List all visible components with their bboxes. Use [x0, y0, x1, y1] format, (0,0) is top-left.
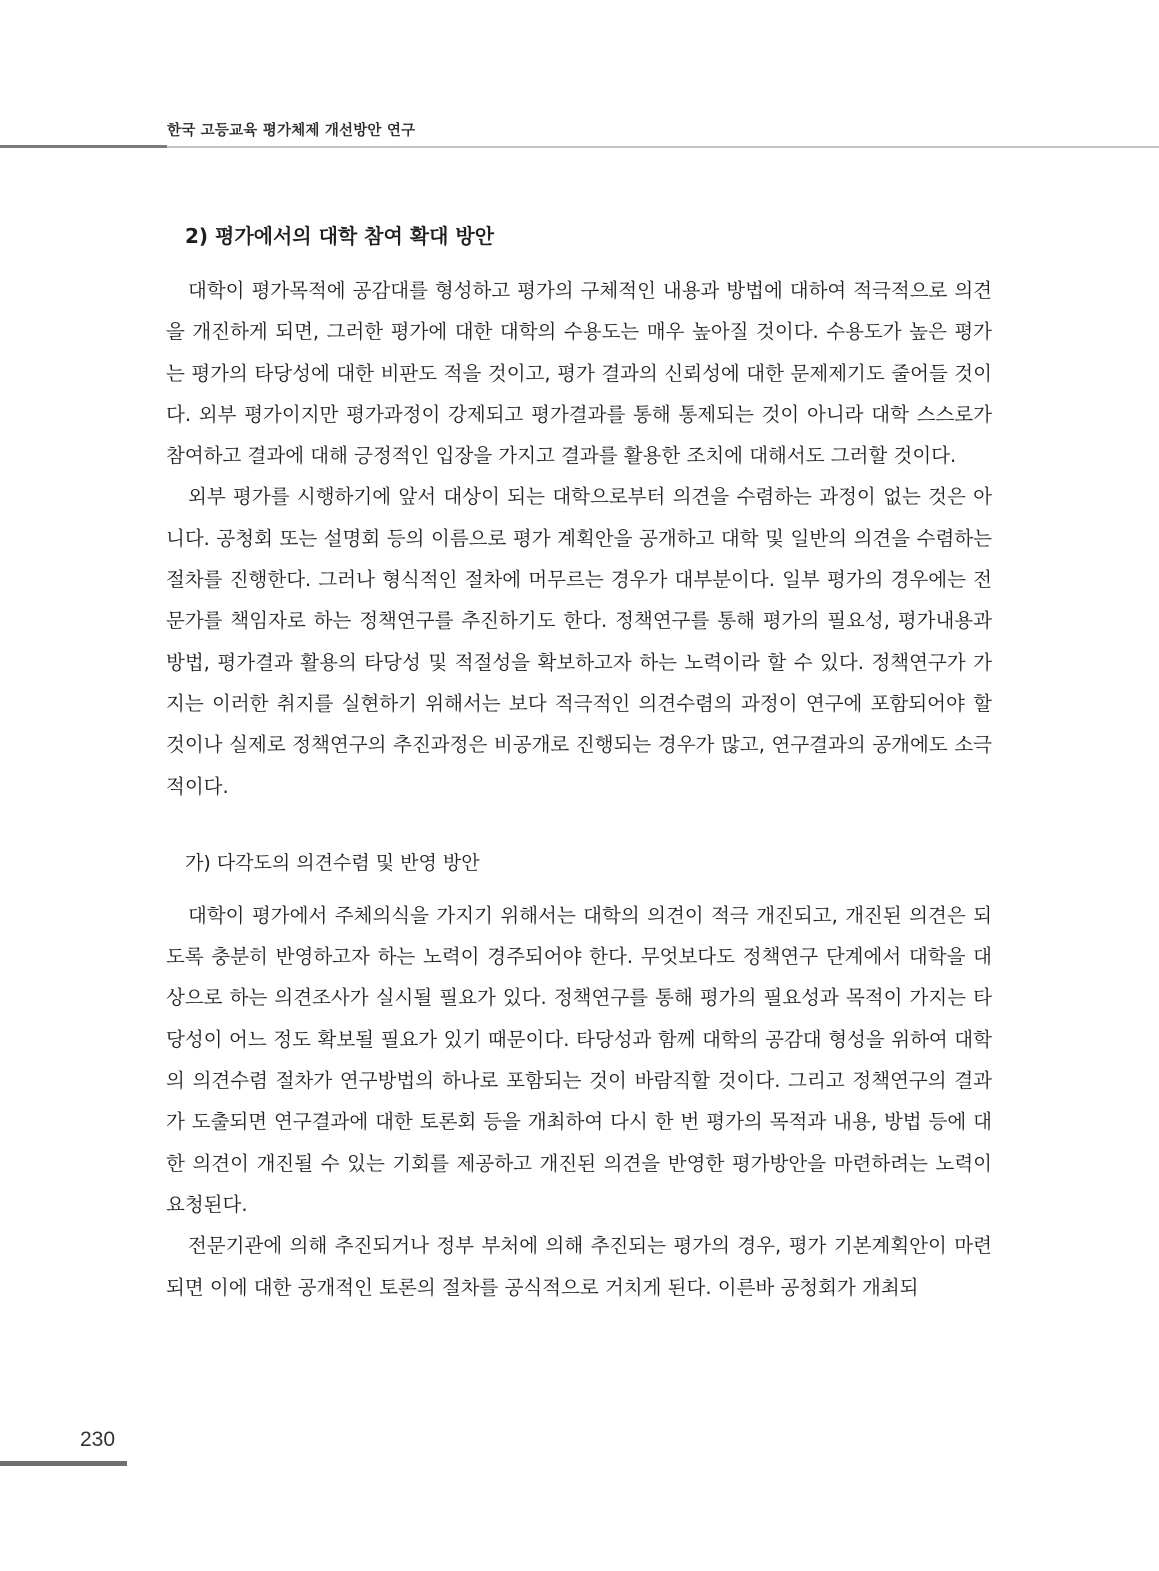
subsection-heading: 가) 다각도의 의견수렴 및 반영 방안 — [185, 851, 480, 874]
header-rule — [167, 146, 1159, 148]
subsection-paragraph-2: 전문기관에 의해 추진되거나 정부 부처에 의해 추진되는 평가의 경우, 평가 기본계획안이 마련되면 이에 대한 공개적인 토론의 절차를 공식적으로 거치게 된다. 이른바 공청회가 개최되 — [166, 1234, 992, 1299]
page-number: 230 — [80, 1428, 116, 1451]
section-heading: 2) 평가에서의 대학 참여 확대 방안 — [185, 224, 495, 248]
header-rule-accent — [0, 145, 167, 148]
subsection-paragraph-1: 대학이 평가에서 주체의식을 가지기 위해서는 대학의 의견이 적극 개진되고, 개진된 의견은 되도록 충분히 반영하고자 하는 노력이 경주되어야 한다. 무엇보다도 정책연구 단계에서 대학을 대상으로 하는 의견조사가 실시될 필요가 있다. 정책연구를 통해 평가의 필요성과 목적이 가지는 타당성이 어느 정도 확보될 필요가 있기 때문이다. 타당성과 함께 대학의 공감대 형성을 위하여 대학의 의견수렴 절차가 연구방법의 하나로 포함되는 것이 바람직할 것이다. 그리고 정책연구의 결과가 도출되면 연구결과에 대한 토론회 등을 개최하여 다시 한 번 평가의 목적과 내용, 방법 등에 대한 의견이 개진될 수 있는 기회를 제공하고 개진된 의견을 반영한 평가방안을 마련하려는 노력이 요청된다. — [166, 903, 992, 1216]
section-paragraph-1: 대학이 평가목적에 공감대를 형성하고 평가의 구체적인 내용과 방법에 대하여 적극적으로 의견을 개진하게 되면, 그러한 평가에 대한 대학의 수용도는 매우 높아질 것이다. 수용도가 높은 평가는 평가의 타당성에 대한 비판도 적을 것이고, 평가 결과의 신뢰성에 대한 문제제기도 줄어들 것이다. 외부 평가이지만 평가과정이 강제되고 평가결과를 통해 통제되는 것이 아니라 대학 스스로가 참여하고 결과에 대해 긍정적인 입장을 가지고 결과를 활용한 조치에 대해서도 그러할 것이다. — [166, 279, 992, 468]
running-header-title: 한국 고등교육 평가체제 개선방안 연구 — [167, 123, 416, 139]
footer-rule — [0, 1461, 127, 1466]
section-paragraph-2: 외부 평가를 시행하기에 앞서 대상이 되는 대학으로부터 의견을 수렴하는 과정이 없는 것은 아니다. 공청회 또는 설명회 등의 이름으로 평가 계획안을 공개하고 대학 및 일반의 의견을 수렴하는 절차를 진행한다. 그러나 형식적인 절차에 머무르는 경우가 대부분이다. 일부 평가의 경우에는 전문가를 책임자로 하는 정책연구를 추진하기도 한다. 정책연구를 통해 평가의 필요성, 평가내용과 방법, 평가결과 활용의 타당성 및 적절성을 확보하고자 하는 노력이라 할 수 있다. 정책연구가 가지는 이러한 취지를 실현하기 위해서는 보다 적극적인 의견수렴의 과정이 연구에 포함되어야 할 것이나 실제로 정책연구의 추진과정은 비공개로 진행되는 경우가 많고, 연구결과의 공개에도 소극적이다. — [166, 485, 992, 798]
page-body — [166, 216, 992, 1308]
